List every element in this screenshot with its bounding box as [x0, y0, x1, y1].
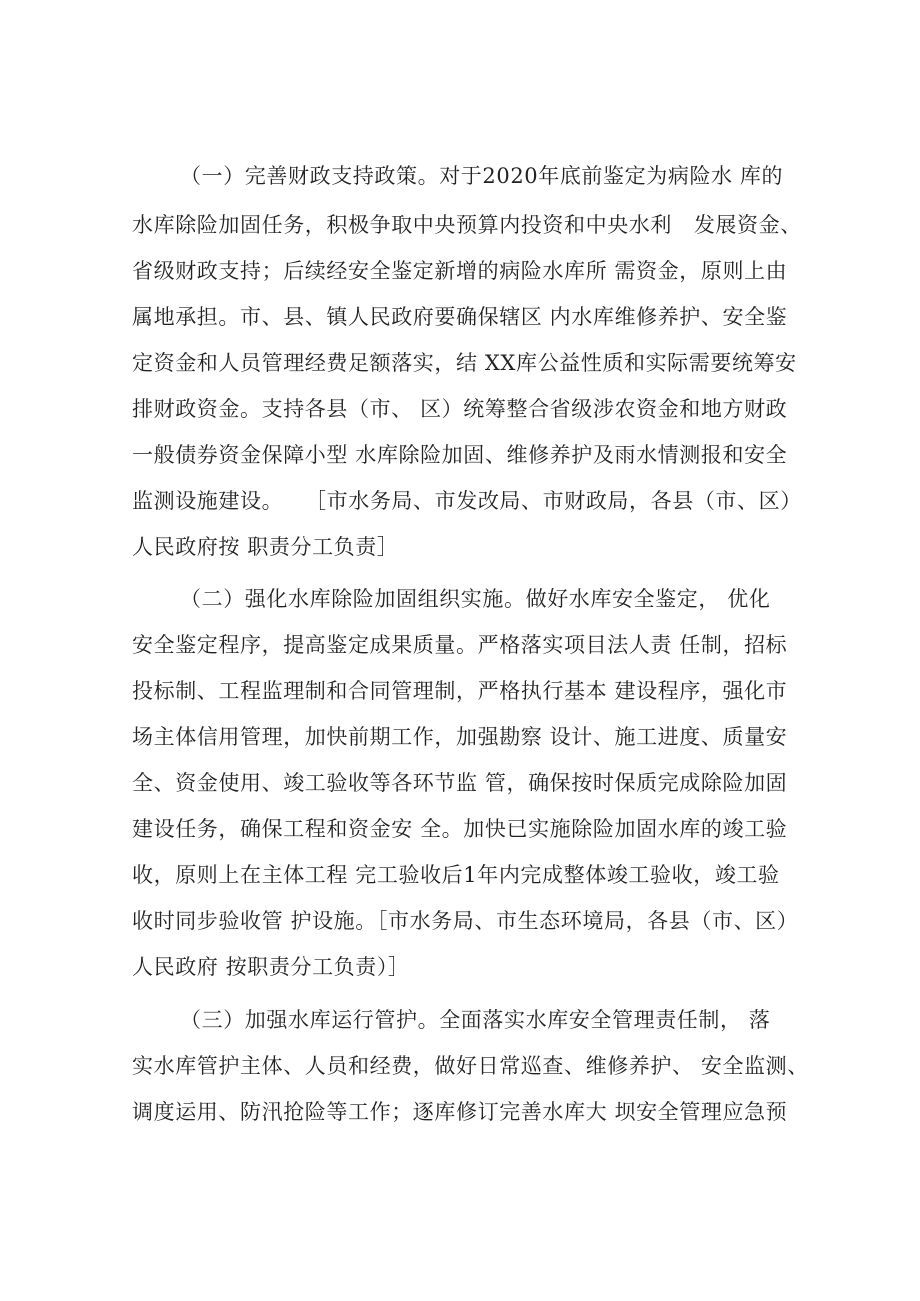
paragraph-3-line-1: （三）加强水库运行管护。全面落实水库安全管理责任制， 落: [180, 1008, 771, 1032]
paragraph-1-line-2: 水库除险加固任务，积极争取中央预算内投资和中央水利 发展资金、: [132, 213, 802, 237]
paragraph-1-line-5: 定资金和人员管理经费足额落实，结 XX库公益性质和实际需要统筹安: [132, 351, 797, 375]
paragraph-2-line-4: 场主体信用管理，加快前期工作，加强勘察 设计、施工进度、质量安: [132, 725, 788, 749]
paragraph-1-line-4: 属地承担。市、县、镇人民政府要确保辖区 内水库维修养护、安全鉴: [132, 305, 788, 329]
paragraph-1-line-6: 排财政资金。支持各县（市、 区）统筹整合省级涉农资金和地方财政: [132, 397, 788, 421]
paragraph-2-line-5: 全、资金使用、竣工验收等各环节监 管，确保按时保质完成除险加固: [132, 771, 788, 795]
paragraph-2-line-7: 收，原则上在主体工程 完工验收后1年内完成整体竣工验收，竣工验: [132, 863, 780, 887]
paragraph-1-line-1: （一）完善财政支持政策。对于2020年底前鉴定为病险水 库的: [180, 164, 784, 188]
paragraph-1-line-9: 人民政府按 职责分工负责］: [132, 535, 399, 559]
paragraph-1-line-7: 一般债券资金保障小型 水库除险加固、维修养护及雨水情测报和安全: [132, 443, 788, 467]
paragraph-2-line-1: （二）强化水库除险加固组织实施。做好水库安全鉴定， 优化: [180, 587, 771, 611]
paragraph-1-line-3: 省级财政支持；后续经安全鉴定新增的病险水库所 需资金，原则上由: [132, 259, 788, 283]
paragraph-2-line-6: 建设任务，确保工程和资金安 全。加快已实施除险加固水库的竣工验: [132, 817, 788, 841]
paragraph-3-line-3: 调度运用、防汛抢险等工作；逐库修订完善水库大 坝安全管理应急预: [132, 1100, 788, 1124]
paragraph-2-line-2: 安全鉴定程序，提高鉴定成果质量。严格落实项目法人责 任制，招标: [132, 633, 788, 657]
paragraph-1-line-8: 监测设施建设。 ［市水务局、市发改局、市财政局，各县（市、区）: [132, 489, 802, 513]
paragraph-2-line-3: 投标制、工程监理制和合同管理制，严格执行基本 建设程序，强化市: [132, 679, 788, 703]
paragraph-2-line-8: 收时同步验收管 护设施。［市水务局、市生态环境局，各县（市、区）: [132, 909, 799, 933]
paragraph-3-line-2: 实水库管护主体、人员和经费，做好日常巡查、维修养护、 安全监测、: [132, 1054, 809, 1078]
paragraph-2-line-9: 人民政府 按职责分工负责）］: [132, 955, 410, 979]
